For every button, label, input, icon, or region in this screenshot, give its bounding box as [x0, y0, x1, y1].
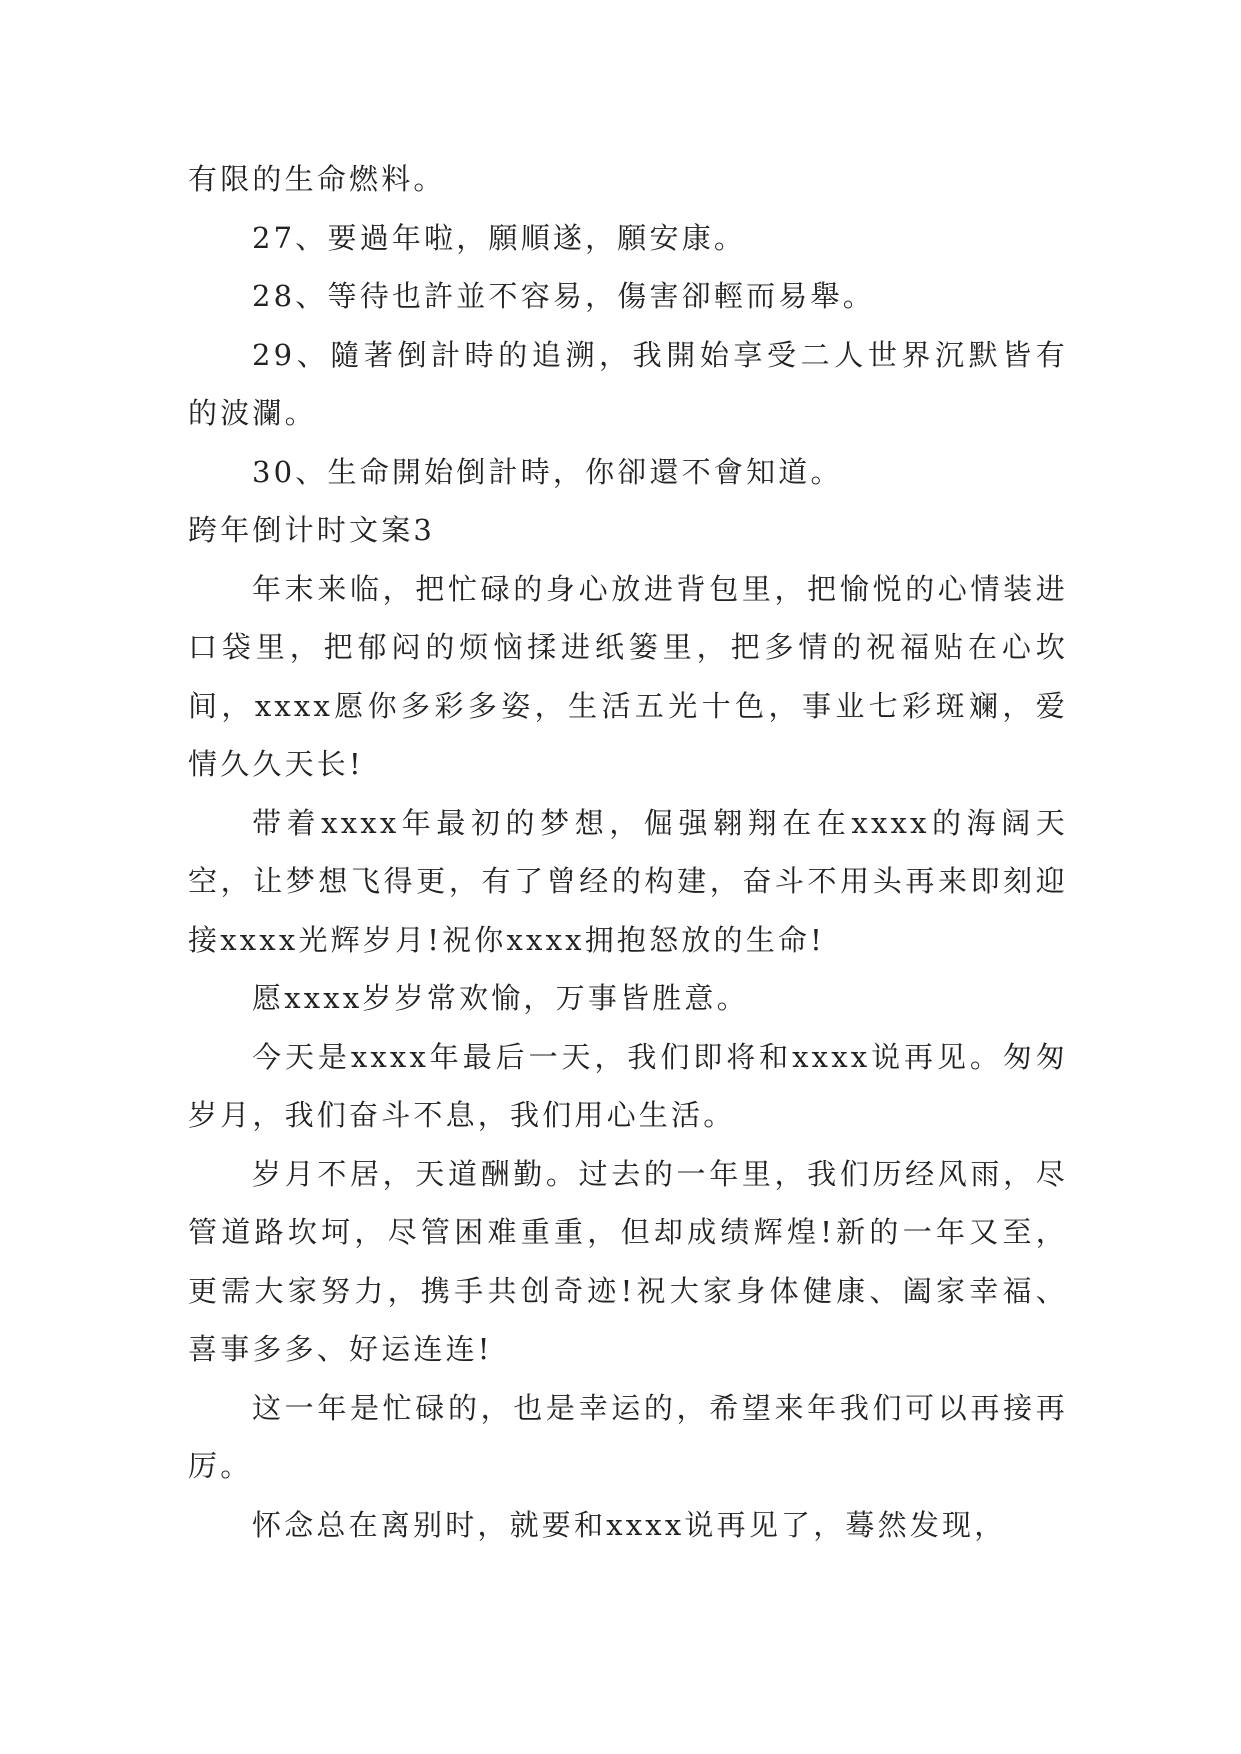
section-paragraph: 愿xxxx岁岁常欢愉，万事皆胜意。: [252, 981, 749, 1015]
paragraph-26-end: 有限的生命燃料。: [188, 162, 446, 196]
section-paragraph: 这一年是忙碌的，也是幸运的，希望来年我们可以再接再厉。: [188, 1390, 1068, 1483]
paragraph-28: 28、等待也許並不容易，傷害卻輕而易舉。: [252, 279, 875, 313]
paragraph-30: 30、生命開始倒計時，你卻還不會知道。: [252, 454, 843, 489]
section-paragraph: 带着xxxx年最初的梦想，倔强翱翔在在xxxx的海阔天空，让梦想飞得更，有了曾经的构建，奋斗不用头再来即刻迎接xxxx光辉岁月!祝你xxxx拥抱怒放的生命!: [188, 805, 1068, 957]
paragraph-29: 29、隨著倒計時的追溯，我開始享受二人世界沉默皆有的波瀾。: [188, 337, 1068, 430]
section-heading: 跨年倒计时文案3: [188, 513, 436, 547]
document-body: [188, 150, 1068, 1554]
paragraph-27: 27、要過年啦，願順遂，願安康。: [252, 220, 747, 255]
section-paragraph: 年末来临，把忙碌的身心放进背包里，把愉悦的心情装进口袋里，把郁闷的烦恼揉进纸篓里，把多情的祝福贴在心坎间，xxxx愿你多彩多姿，生活五光十色，事业七彩斑斓，爱情久久天长!: [188, 571, 1068, 781]
section-paragraph: 怀念总在离别时，就要和xxxx说再见了，蓦然发现，: [252, 1507, 1007, 1542]
section-paragraph: 岁月不居，天道酬勤。过去的一年里，我们历经风雨，尽管道路坎坷，尽管困难重重，但却成绩辉煌!新的一年又至，更需大家努力，携手共创奇迹!祝大家身体健康、阖家幸福、喜事多多、好运连连!: [188, 1156, 1068, 1366]
section-paragraph: 今天是xxxx年最后一天，我们即将和xxxx说再见。匆匆岁月，我们奋斗不息，我们用心生活。: [188, 1039, 1068, 1132]
